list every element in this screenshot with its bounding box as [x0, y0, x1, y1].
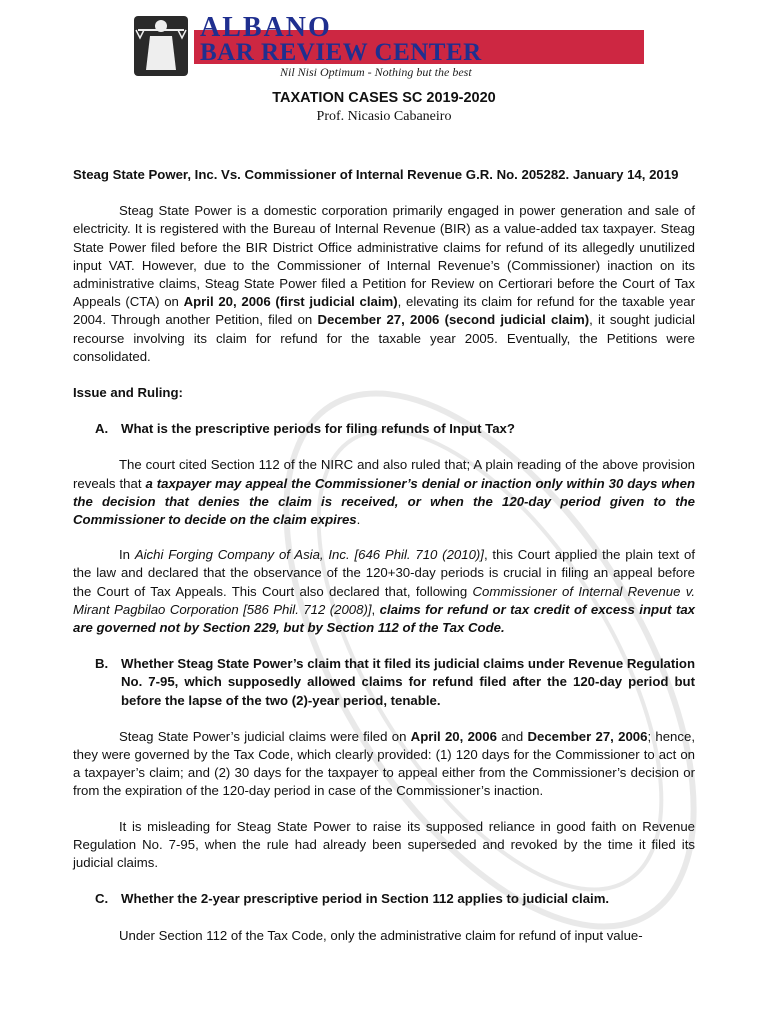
issue-a-ruling-1: The court cited Section 112 of the NIRC and also ruled that; A plain reading of the above provision reveals that a taxpayer may appeal the Commissioner’s denial or inaction only within 30 days when the decision that denies the claim is received, or when the 120-day period given to the Commissioner to decide on the claim expires.	[73, 457, 696, 528]
issue-a-ruling-2: In Aichi Forging Company of Asia, Inc. [646 Phil. 710 (2010)], this Court applied the plain text of the law and declared that the observance of the 120+30-day periods is crucial in filing an appeal before the Court of Tax Appeals. This Court also declared that, following Commissioner of Internal Revenue v. Mirant Pagbilao Corporation [586 Phil. 712 (2008)], claims for refund or tax credit of excess input tax are governed not by Section 229, but by Section 112 of the Tax Code.	[73, 547, 696, 636]
document-author: Prof. Nicasio Cabaneiro	[316, 109, 452, 124]
case-title: Steag State Power, Inc. Vs. Commissioner of Internal Revenue G.R. No. 205282. January 14, 2019	[73, 167, 679, 182]
issue-c-question: C. Whether the 2-year prescriptive period in Section 112 applies to judicial claim.	[95, 891, 610, 907]
issue-b-ruling-2: It is misleading for Steag State Power to raise its supposed reliance in good faith on Revenue Regulation No. 7-95, when the rule had already been superseded and revoked by the time it filed its judicial claims.	[73, 818, 695, 871]
issue-c-ruling-1: Under Section 112 of the Tax Code, only the administrative claim for refund of input value-	[119, 927, 643, 943]
facts-paragraph: Steag State Power is a domestic corporation primarily engaged in power generation and sale of electricity. It is registered with the Bureau of Internal Revenue (BIR) as a value-added tax taxpayer. Steag State Power filed before the BIR District Office administrative claims for refund of its allegedly unutilized input VAT. However, due to the Commissioner of Internal Revenue’s (Commissioner) inaction on its administrative claims, Steag State Power filed a Petition for Review on Certiorari before the Court of Tax Appeals (CTA) on April 20, 2006 (first judicial claim), elevating its claim for refund for the taxable year 2004. Through another Petition, filed on December 27, 2006 (second judicial claim), it sought judicial recourse involving its claim for refund for the taxable year 2005. Eventually, the Petitions were consolidated.	[73, 203, 695, 364]
document-title: TAXATION CASES SC 2019-2020	[272, 90, 496, 106]
document-body	[73, 166, 695, 945]
logo-line2: BAR REVIEW CENTER	[200, 39, 482, 66]
logo-motto: Nil Nisi Optimum - Nothing but the best	[280, 65, 472, 79]
issue-heading: Issue and Ruling:	[73, 385, 183, 401]
lady-justice-icon	[134, 16, 188, 76]
issue-b-question: B. Whether Steag State Power’s claim that it filed its judicial claims under Revenue Regulation No. 7-95, which supposedly allowed claims for refund filed after the 120-day period but before the lapse of the two (2)-year period, tenable.	[95, 656, 695, 708]
albano-logo	[130, 8, 650, 80]
issue-a-question: A. What is the prescriptive periods for filing refunds of Input Tax?	[95, 421, 515, 437]
logo-line1: ALBANO	[200, 12, 332, 43]
issue-b-ruling-1: Steag State Power’s judicial claims were filed on April 20, 2006 and December 27, 2006; hence, they were governed by the Tax Code, which clearly provided: (1) 120 days for the Commissioner to act on a taxpayer’s claim; and (2) 30 days for the taxpayer to appeal either from the Commissioner’s decision or from the expiration of the 120-day period in case of the Commissioner’s inaction.	[73, 728, 695, 799]
